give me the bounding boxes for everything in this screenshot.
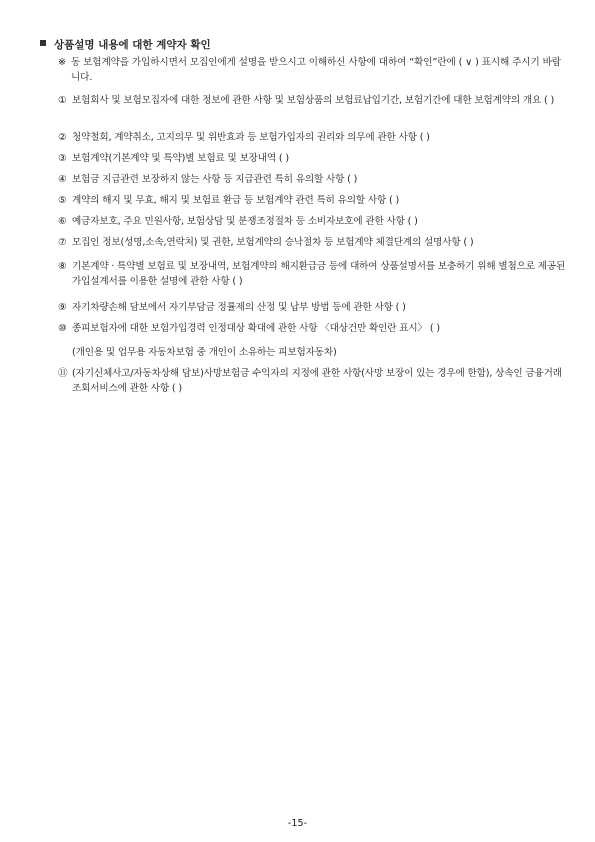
item-number: ⑨ bbox=[58, 302, 67, 313]
section-heading bbox=[40, 38, 560, 52]
notice-text: 동 보험계약을 가입하시면서 모집인에게 설명을 받으시고 이해하신 사항에 대하여 “확인”란에 ( ∨ ) 표시해 주시기 바랍니다. bbox=[71, 57, 561, 83]
confirmation-item-10 bbox=[58, 321, 568, 336]
item-text: 보험금 지급관련 보장하지 않는 사항 등 지급관련 특히 유의할 사항 ( ) bbox=[72, 174, 358, 185]
confirmation-item-6 bbox=[58, 214, 568, 229]
item-number: ① bbox=[58, 95, 67, 106]
confirmation-item-4 bbox=[58, 172, 568, 187]
item-number: ⑦ bbox=[58, 237, 67, 248]
item-number: ⑩ bbox=[58, 323, 67, 334]
item-number: ③ bbox=[58, 153, 67, 164]
item-number: ⑥ bbox=[58, 216, 67, 227]
item-text: 보험회사 및 보험모집자에 대한 정보에 관한 사항 및 보험상품의 보험료납입기간, 보험기간에 대한 보험계약의 개요 ( ) bbox=[72, 95, 555, 106]
confirmation-item-5 bbox=[58, 193, 568, 208]
item-number: ⑧ bbox=[58, 261, 67, 272]
reference-mark-icon: ※ bbox=[58, 57, 66, 68]
item-text: 자기차량손해 담보에서 자기부담금 정률제의 산정 및 납부 방법 등에 관한 사항 ( ) bbox=[72, 302, 406, 313]
page-number: -15- bbox=[287, 818, 308, 829]
instruction-notice bbox=[58, 55, 566, 85]
item-number: ④ bbox=[58, 174, 67, 185]
bullet-square-icon bbox=[40, 40, 46, 46]
confirmation-item-2 bbox=[58, 130, 568, 145]
confirmation-item-1 bbox=[58, 93, 568, 108]
section-title: 상품설명 내용에 대한 계약자 확인 bbox=[54, 39, 211, 51]
item-text: 종피보험자에 대한 보험가입경력 인정대상 확대에 관한 사항 〈대상건만 확인란 표시〉 ( ) bbox=[72, 323, 440, 334]
item-number: ⑤ bbox=[58, 195, 67, 206]
confirmation-item-11 bbox=[58, 366, 568, 396]
confirmation-item-8 bbox=[58, 259, 568, 289]
item-number: ② bbox=[58, 132, 67, 143]
item-text: 보험계약(기본계약 및 특약)별 보험료 및 보장내역 ( ) bbox=[72, 153, 290, 164]
confirmation-item-9 bbox=[58, 300, 568, 315]
item-text: 계약의 해지 및 무효, 해지 및 보험료 환급 등 보험계약 관련 특히 유의할 사항 ( ) bbox=[72, 195, 400, 206]
item-text: 기본계약 · 특약별 보험료 및 보장내역, 보험계약의 해지환급금 등에 대하여 상품설명서를 보충하기 위해 별첨으로 제공된 가입설계서를 이용한 설명에 관한 사항 ( ) bbox=[72, 261, 566, 287]
item-10-subnote: (개인용 및 업무용 자동차보험 중 개인이 소유하는 피보험자동차) bbox=[72, 347, 337, 358]
item-text: 모집인 정보(성명,소속,연락처) 및 권한, 보험계약의 승낙절차 등 보험계약 체결단계의 설명사항 ( ) bbox=[72, 237, 474, 248]
item-number: ⑪ bbox=[58, 368, 68, 379]
item-text: 예금자보호, 주요 민원사항, 보험상담 및 분쟁조정절차 등 소비자보호에 관한 사항 ( ) bbox=[72, 216, 418, 227]
confirmation-item-7 bbox=[58, 235, 568, 250]
item-text: 청약철회, 계약취소, 고지의무 및 위반효과 등 보험가입자의 권리와 의무에 관한 사항 ( ) bbox=[72, 132, 430, 143]
item-text: (자기신체사고/자동차상해 담보)사망보험금 수익자의 지정에 관한 사항(사망 보장이 있는 경우에 한함), 상속인 금융거래 조회서비스에 관한 사항 ( ) bbox=[72, 368, 562, 394]
confirmation-item-3 bbox=[58, 151, 568, 166]
